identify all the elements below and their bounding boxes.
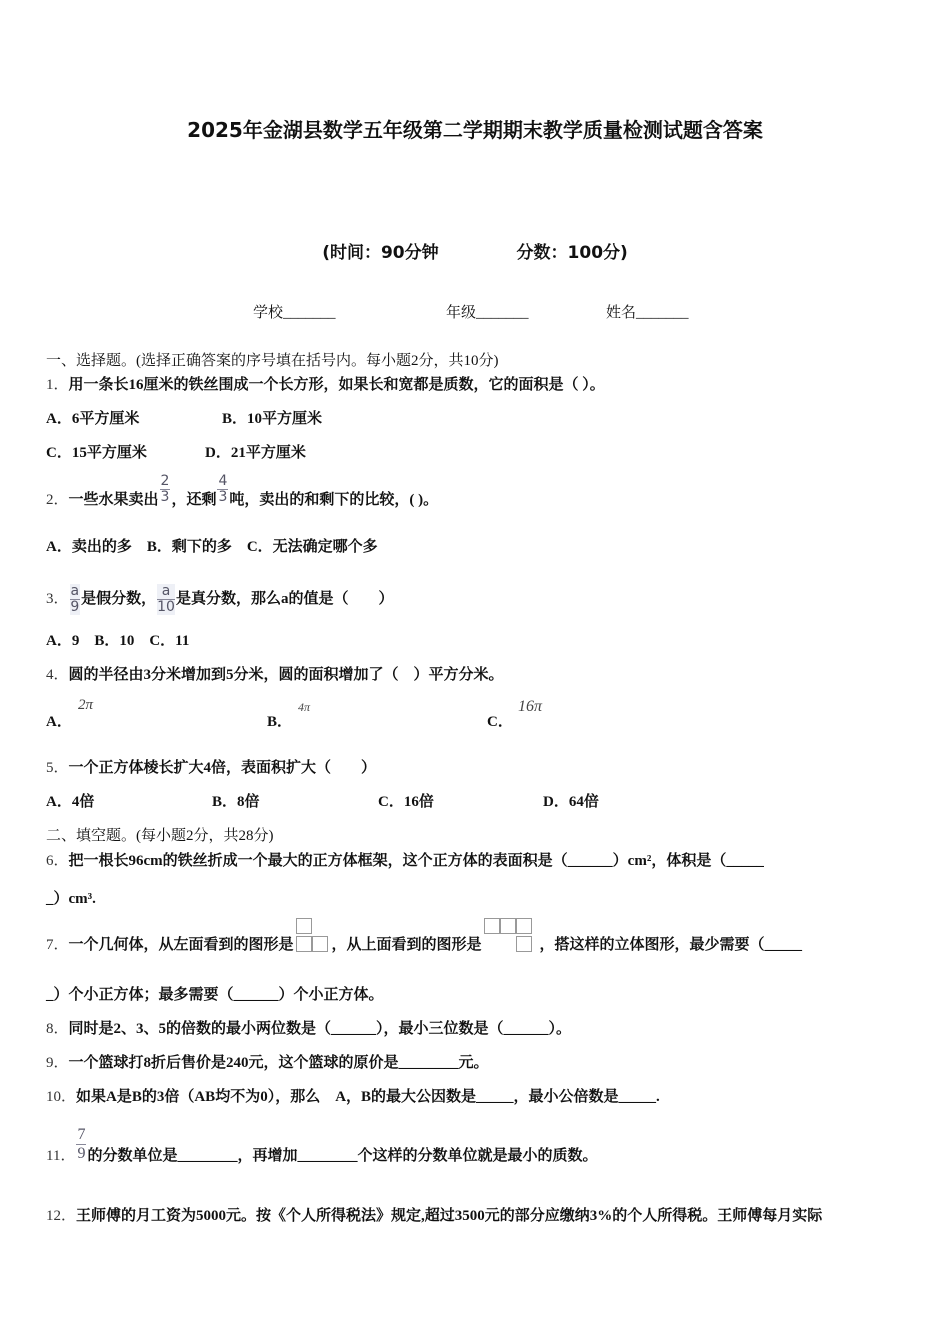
fraction: $\frac{2}{3}$ — [160, 473, 170, 506]
question-text: 如果A是B的3倍（AB均不为0），那么 A，B的最大公因数是_____，最小公倍数是_____. — [76, 1089, 660, 1105]
question-number: 5． — [46, 760, 69, 776]
question-number: 9． — [46, 1055, 69, 1071]
q1-option-c: C．15平方厘米 — [46, 445, 147, 461]
section-2-heading: 二、填空题。(每小题2分，共28分) — [46, 828, 274, 844]
question-7 — [46, 935, 802, 956]
q5-option-a: A．4倍 — [46, 794, 95, 810]
question-text: ，从上面看到的图形是 — [331, 937, 482, 953]
fraction: $\frac{7}{9}$ — [77, 1126, 86, 1163]
name-field: 姓名_______ — [606, 305, 689, 321]
q5-option-d: D．64倍 — [543, 794, 599, 810]
question-12 — [46, 1206, 822, 1226]
question-number: 4． — [46, 667, 69, 683]
question-number: 8． — [46, 1021, 69, 1037]
exam-subtitle — [0, 238, 950, 263]
left-view-figure — [294, 918, 332, 956]
fraction: $\frac{a}{10}$ — [157, 583, 175, 615]
question-text: 圆的半径由3分米增加到5分米，圆的面积增加了（ ）平方分米。 — [68, 667, 504, 683]
q5-option-c: C．16倍 — [378, 794, 434, 810]
page-title: 2025年金湖县数学五年级第二学期期末教学质量检测试题含答案 — [187, 118, 763, 142]
question-text: 把一根长96cm的铁丝折成一个最大的正方体框架，这个正方体的表面积是（______）cm²，体积是（_____ — [68, 853, 764, 869]
question-4 — [46, 665, 504, 685]
q4-option-c: C． — [487, 714, 513, 730]
question-6-cont: _）cm³. — [46, 891, 96, 907]
question-text: 王师傅的月工资为5000元。按《个人所得税法》规定,超过3500元的部分应缴纳3%的个人所得税。王师傅每月实际 — [76, 1208, 823, 1224]
question-text: 是真分数，那么a的值是（ ） — [175, 590, 394, 607]
score-label: 分数：100分) — [516, 243, 628, 263]
fraction: $\frac{4}{3}$ — [218, 473, 228, 506]
school-field: 学校_______ — [253, 305, 336, 321]
question-11 — [46, 1126, 598, 1166]
grade-field: 年级_______ — [446, 305, 529, 321]
question-text: 用一条长16厘米的铁丝围成一个长方形，如果长和宽都是质数，它的面积是（ ）。 — [68, 377, 605, 393]
question-number: 2． — [46, 492, 69, 508]
question-text: 一个几何体，从左面看到的图形是 — [68, 937, 294, 953]
question-6 — [46, 851, 764, 871]
question-number: 10． — [46, 1089, 77, 1105]
q2-options: A．卖出的多 B．剩下的多 C．无法确定哪个多 — [46, 539, 378, 555]
question-text: 一些水果卖出 — [68, 492, 159, 508]
q4-option-b-value: 4π — [298, 700, 311, 714]
question-text: ，还剩 — [171, 492, 217, 508]
q3-options: A．9 B．10 C．11 — [46, 633, 190, 649]
question-text: 是假分数， — [81, 590, 157, 607]
q1-option-b: B．10平方厘米 — [222, 411, 323, 427]
question-number: 6． — [46, 853, 69, 869]
fraction: $\frac{a}{9}$ — [70, 583, 80, 615]
question-number: 3． — [46, 590, 69, 607]
question-1 — [46, 375, 605, 395]
q4-option-a: A． — [46, 714, 72, 730]
q4-option-c-value: 16π — [518, 698, 543, 715]
question-text: 吨，卖出的和剩下的比较，( )。 — [229, 492, 439, 508]
question-text: 的分数单位是________，再增加________个这样的分数单位就是最小的质数。 — [87, 1148, 598, 1164]
top-view-figure — [482, 918, 540, 956]
question-text: 一个正方体棱长扩大4倍，表面积扩大（ ） — [68, 760, 377, 776]
section-1-heading: 一、选择题。(选择正确答案的序号填在括号内。每小题2分，共10分) — [46, 353, 499, 369]
question-9 — [46, 1053, 489, 1073]
q1-option-a: A．6平方厘米 — [46, 411, 140, 427]
q1-option-d: D．21平方厘米 — [205, 445, 306, 461]
question-text: 同时是2、3、5的倍数的最小两位数是（______），最小三位数是（______）。 — [68, 1021, 572, 1037]
q4-option-a-value: 2π — [78, 697, 94, 713]
question-8 — [46, 1019, 571, 1039]
question-3 — [46, 584, 393, 615]
time-label: (时间：90分钟 — [322, 243, 439, 263]
question-10 — [46, 1087, 660, 1107]
q4-option-b: B． — [267, 714, 293, 730]
question-5 — [46, 758, 376, 778]
question-number: 7． — [46, 937, 69, 953]
question-text: 一个篮球打8折后售价是240元，这个篮球的原价是________元。 — [68, 1055, 489, 1071]
question-number: 12． — [46, 1208, 77, 1224]
question-7-cont: _）个小正方体；最多需要（______）个小正方体。 — [46, 987, 384, 1003]
question-2 — [46, 473, 439, 510]
question-number: 1． — [46, 377, 69, 393]
q5-option-b: B．8倍 — [212, 794, 260, 810]
question-number: 11． — [46, 1148, 76, 1164]
question-text: ，搭这样的立体图形，最少需要（_____ — [539, 937, 803, 953]
